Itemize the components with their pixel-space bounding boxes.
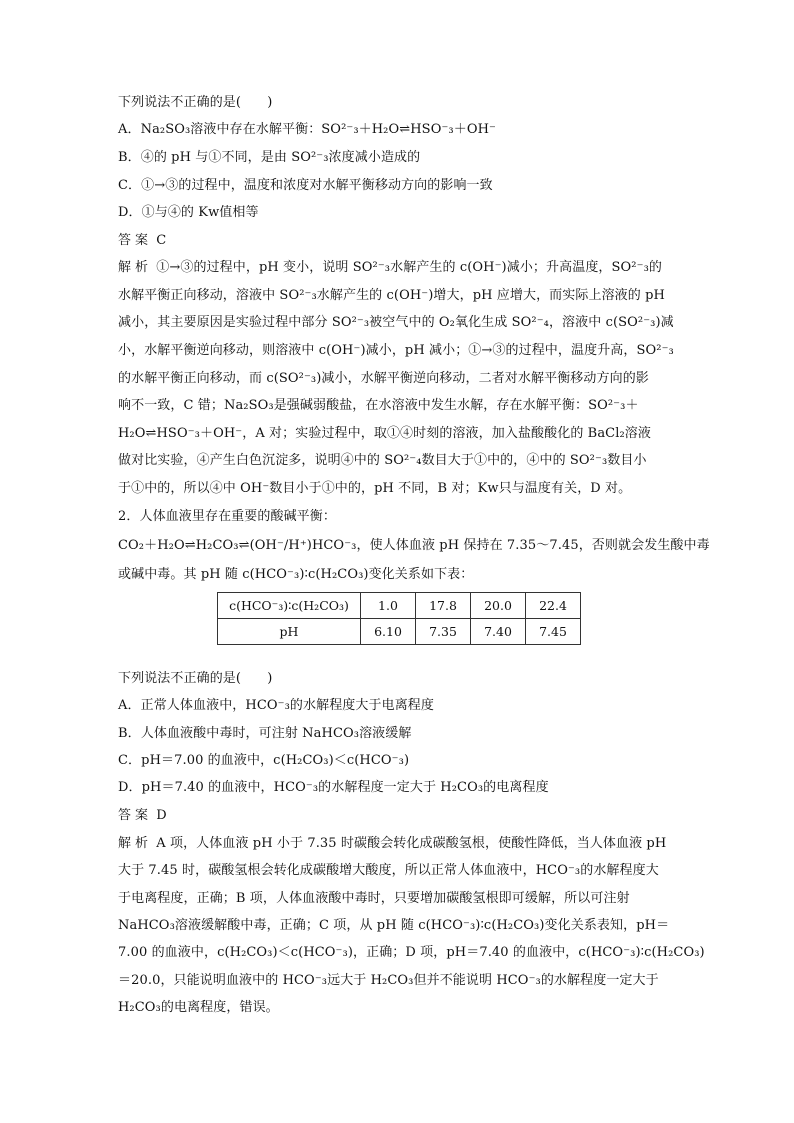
table-cell: 7.40 [471,619,526,645]
q2-stem-line: 或碱中毒。其 pH 随 c(HCO⁻₃)∶c(H₂CO₃)变化关系如下表： [118,567,474,582]
q2-title: 2．人体血液里存在重要的酸碱平衡： [118,509,336,524]
table-cell: 22.4 [526,593,581,619]
q2-option-c: C．pH＝7.00 的血液中，c(H₂CO₃)＜c(HCO⁻₃) [118,753,410,768]
answer-label: 答案 [118,808,153,823]
q2-analysis-line: 7.00 的血液中，c(H₂CO₃)＜c(HCO⁻₃)，正确；D 项，pH＝7.40 的血液中，c(HCO⁻₃)∶c(H₂CO₃) [118,945,705,960]
table-cell: 20.0 [471,593,526,619]
table-cell: 17.8 [416,593,471,619]
table-cell: 6.10 [361,619,416,645]
table-header-ph: pH [218,619,361,645]
q2-option-d: D．pH＝7.40 的血液中，HCO⁻₃的水解程度一定大于 H₂CO₃的电离程度 [118,780,549,795]
q1-analysis-line: H₂O⇌HSO⁻₃＋OH⁻，A 对；实验过程中，取①④时刻的溶液，加入盐酸酸化的 BaCl₂溶液 [118,426,652,441]
q1-stem: 下列说法不正确的是( ) [118,95,273,110]
q1-analysis-line: 小，水解平衡逆向移动，则溶液中 c(OH⁻)减小，pH 减小；①→③的过程中，温度升高，SO²⁻₃ [118,343,674,358]
q1-analysis-line: 的水解平衡正向移动，而 c(SO²⁻₃)减小，水解平衡逆向移动，二者对水解平衡移动方向的影 [118,371,649,386]
q1-option-d: D．①与④的 Kw值相等 [118,205,259,220]
q2-option-b: B．人体血液酸中毒时，可注射 NaHCO₃溶液缓解 [118,726,412,741]
q1-analysis-line: 减小，其主要原因是实验过程中部分 SO²⁻₃被空气中的 O₂氧化生成 SO²⁻₄，溶液中 c(SO²⁻₃)减 [118,315,674,330]
answer-label: 答案 [118,233,153,248]
q1-analysis-line [118,259,662,277]
q2-analysis-line [118,835,666,853]
q2-option-a: A．正常人体血液中，HCO⁻₃的水解程度大于电离程度 [118,698,435,713]
table-cell: 7.45 [526,619,581,645]
q2-stem: 下列说法不正确的是( ) [118,671,273,686]
q1-option-b: B．④的 pH 与①不同，是由 SO²⁻₃浓度减小造成的 [118,150,421,165]
table-row [218,619,581,645]
q1-option-a: A．Na₂SO₃溶液中存在水解平衡：SO²⁻₃＋H₂O⇌HSO⁻₃＋OH⁻ [118,122,496,137]
analysis-text: ①→③的过程中，pH 变小，说明 SO²⁻₃水解产生的 c(OH⁻)减小；升高温度，SO²⁻₃的 [156,260,662,275]
analysis-text: A 项，人体血液 pH 小于 7.35 时碳酸会转化成碳酸氢根，使酸性降低，当人体血液 pH [156,836,667,851]
q1-analysis-line: 响不一致，C 错；Na₂SO₃是强碱弱酸盐，在水溶液中发生水解，存在水解平衡：SO²⁻₃＋ [118,398,639,413]
q2-analysis-line: 于电离程度，正确；B 项，人体血液酸中毒时，只要增加碳酸氢根即可缓解，所以可注射 [118,891,630,906]
q2-analysis-line: NaHCO₃溶液缓解酸中毒，正确；C 项，从 pH 随 c(HCO⁻₃)∶c(H₂CO₃)变化关系表知，pH＝ [118,918,670,933]
q2-analysis-line: 大于 7.45 时，碳酸氢根会转化成碳酸增大酸度，所以正常人体血液中，HCO⁻₃的水解程度大 [118,863,659,878]
q2-analysis-line: H₂CO₃的电离程度，错误。 [118,1000,279,1015]
analysis-label: 解析 [118,836,153,851]
answer-value: C [156,233,167,248]
table-cell: 7.35 [416,619,471,645]
ratio-ph-table [217,592,581,645]
answer-value: D [156,808,167,823]
table-cell: 1.0 [361,593,416,619]
q2-equation-line: CO₂＋H₂O⇌H₂CO₃⇌(OH⁻/H⁺)HCO⁻₃，使人体血液 pH 保持在 7.35～7.45，否则就会发生酸中毒 [118,538,710,553]
q2-analysis-line: ＝20.0，只能说明血液中的 HCO⁻₃远大于 H₂CO₃但并不能说明 HCO⁻₃的水解程度一定大于 [118,973,659,988]
analysis-label: 解析 [118,260,153,275]
table-row [218,593,581,619]
q1-analysis-line: 于①中的，所以④中 OH⁻数目小于①中的，pH 不同，B 对；Kw只与温度有关，D 对。 [118,481,632,496]
q1-analysis-line: 水解平衡正向移动，溶液中 SO²⁻₃水解产生的 c(OH⁻)增大，pH 应增大，而实际上溶液的 pH [118,288,665,303]
table-header-ratio: c(HCO⁻₃)∶c(H₂CO₃) [218,593,361,619]
q1-option-c: C．①→③的过程中，温度和浓度对水解平衡移动方向的影响一致 [118,178,493,193]
q2-answer [118,807,167,825]
q1-answer [118,232,166,250]
q1-analysis-line: 做对比实验，④产生白色沉淀多，说明④中的 SO²⁻₄数目大于①中的，④中的 SO²⁻₃数目小 [118,453,647,468]
